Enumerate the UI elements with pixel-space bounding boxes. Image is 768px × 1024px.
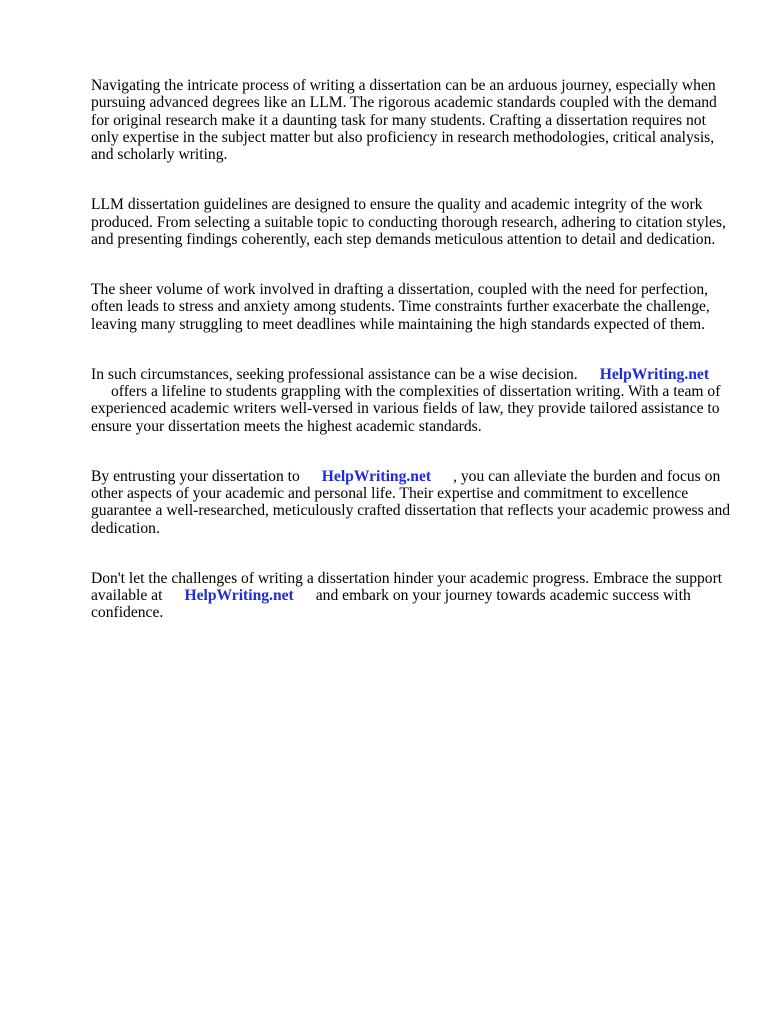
paragraph-entrusting-text-after: , you can alleviate the burden and focus on other aspects of your academic and personal life. Their expertise and commitment to excellence guarantee a well-researched, meticulously crafted dissertation that reflects your academic prowess and dedication. [91,468,731,537]
paragraph-closing [91,553,731,622]
paragraph-closing-text-after: and embark on your journey towards academic success with confidence. [91,587,691,622]
paragraph-guidelines [91,179,731,248]
paragraph-closing-text-before: Don't let the challenges of writing a dissertation hinder your academic progress. Embrace the support available at [91,570,723,605]
paragraph-assistance [91,349,731,435]
paragraph-workload [91,264,731,333]
helpwriting-link[interactable]: HelpWriting.net [599,366,710,384]
helpwriting-link[interactable]: HelpWriting.net [184,587,294,605]
helpwriting-link[interactable]: HelpWriting.net [321,468,432,486]
paragraph-entrusting-text-before: By entrusting your dissertation to [91,468,300,486]
paragraph-workload-text: The sheer volume of work involved in drafting a dissertation, coupled with the need for perfection, often leads to stress and anxiety among students. Time constraints further exacerbate the challenge, leaving many struggling to meet deadlines while maintaining the high standards expected of them. [91,281,710,333]
paragraph-intro [91,60,731,163]
paragraph-intro-text: Navigating the intricate process of writing a dissertation can be an arduous journey, especially when pursuing advanced degrees like an LLM. The rigorous academic standards coupled with the demand for original research make it a daunting task for many students. Crafting a dissertation requires not only expertise in the subject matter but also proficiency in research methodologies, critical analysis, and scholarly writing. [91,77,717,164]
paragraph-assistance-text-before: In such circumstances, seeking professional assistance can be a wise decision. [91,366,578,384]
paragraph-entrusting [91,451,731,537]
paragraph-assistance-text-after: offers a lifeline to students grappling with the complexities of dissertation writing. With a team of experienced academic writers well-versed in various fields of law, they provide tailored assistance to ensure your dissertation meets the highest academic standards. [91,383,721,435]
document-body [91,60,731,638]
paragraph-guidelines-text: LLM dissertation guidelines are designed to ensure the quality and academic integrity of the work produced. From selecting a suitable topic to conducting thorough research, adhering to citation styles, and presenting findings coherently, each step demands meticulous attention to detail and dedication. [91,196,726,248]
